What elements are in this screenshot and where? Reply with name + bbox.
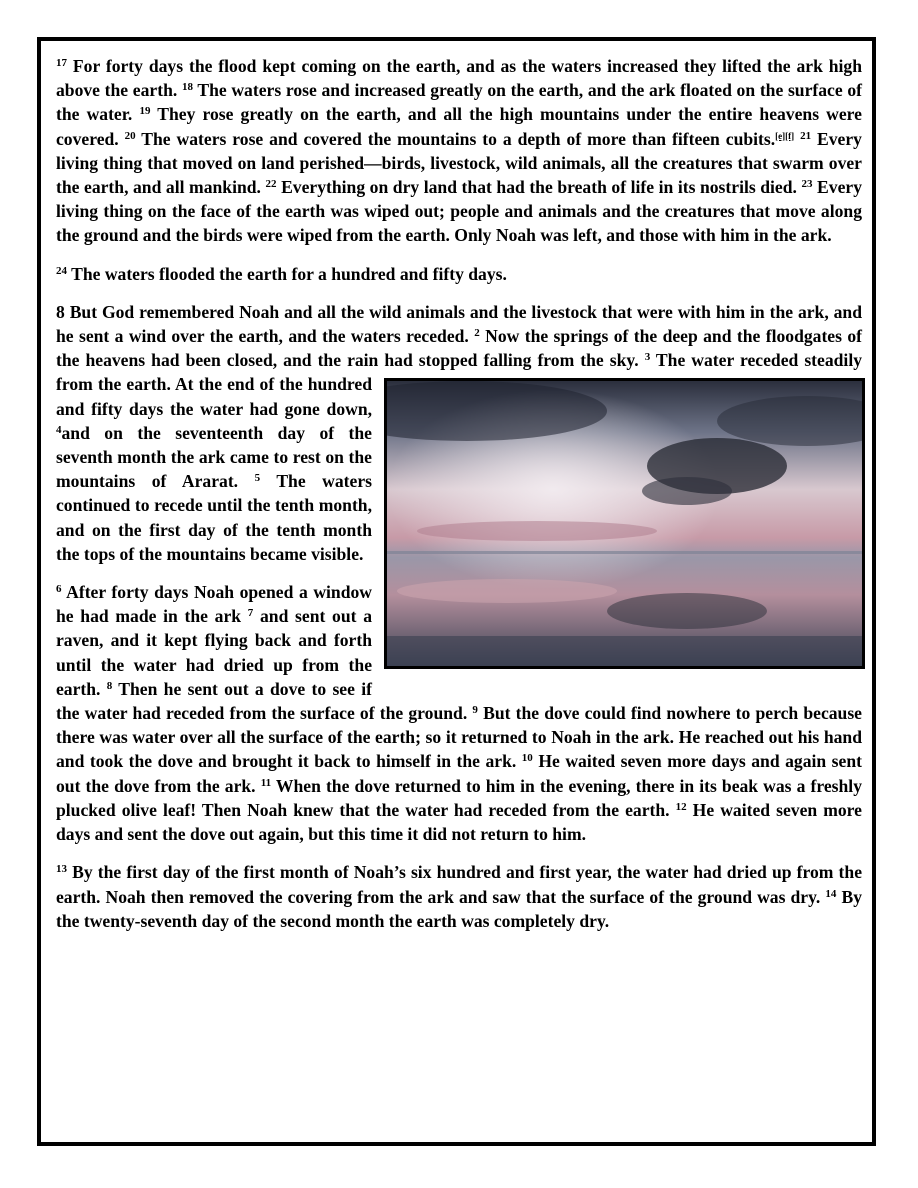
verse-number: 14	[825, 887, 837, 900]
flood-sky-image	[384, 378, 865, 669]
verse-number: 17	[56, 57, 67, 69]
verse-text: Now the springs of the deep and the floodgates of the heavens had been closed, and the rain had stopped falling from the sky.	[56, 326, 862, 371]
paragraph-genesis-7-17	[56, 54, 862, 248]
paragraph-genesis-8-13	[56, 860, 862, 933]
verse-number: 9	[472, 704, 478, 717]
verse-number: 18	[181, 81, 193, 94]
document-body	[56, 54, 862, 947]
verse-text: But the dove could find nowhere to perch because there was water over all the surface of the earth; so it returned to Noah in the ark. He reached out his hand and took the dove and brought it back to himself in the ark.	[56, 703, 862, 772]
verse-text: They rose greatly on the earth, and all the high mountains under the entire heavens were covered.	[56, 104, 862, 149]
verse-text: Every living thing on the face of the earth was wiped out; people and animals and the creatures that move along the ground and the birds were wiped from the earth. Only Noah was left, and those with him in the ark.	[56, 177, 862, 246]
verse-text: When the dove returned to him in the evening, there in its beak was a freshly plucked olive leaf! Then Noah knew that the water had receded from the earth.	[56, 775, 862, 820]
verse-text: By the first day of the first month of Noah’s six hundred and first year, the water had dried up from the earth. Noah then removed the covering from the ark and saw that the surface of the ground was dry.	[56, 862, 862, 907]
verse-number: 20	[124, 129, 136, 142]
paragraph-genesis-8-1	[56, 300, 862, 566]
footnote-link[interactable]: [e][f]	[775, 130, 795, 141]
verse-text: He waited seven more days and sent the dove out again, but this time it did not return to him.	[56, 799, 862, 845]
verse-number: 24	[56, 264, 67, 277]
verse-text: The waters continued to recede until the tenth month, and on the first day of the tenth month the tops of the mountains became visible.	[56, 471, 372, 564]
verse-number: 3	[644, 351, 651, 364]
verse-text: The waters rose and increased greatly on the earth, and the ark floated on the surface of the water.	[56, 80, 862, 125]
verse-number: 5	[254, 472, 261, 485]
verse-text: The waters rose and covered the mountains to a depth of more than fifteen cubits.	[141, 128, 776, 149]
verse-text: After forty days Noah opened a window he had made in the ark	[56, 582, 372, 627]
verse-text: But God remembered Noah and all the wild animals and the livestock that were with him in the ark, and he sent a wind over the earth, and the waters receded.	[56, 301, 862, 347]
flood-sky-illustration	[387, 381, 862, 666]
verse-number: 12	[675, 800, 687, 813]
verse-number: 2	[474, 327, 480, 340]
verse-text: and sent out a raven, and it kept flying back and forth until the water had dried up from the earth.	[56, 606, 373, 699]
verse-text: By the twenty-seventh day of the second month the earth was completely dry.	[56, 886, 862, 931]
paragraph-genesis-7-24	[56, 262, 862, 286]
verse-text: Then he sent out a dove to see if the water had receded from the surface of the ground.	[56, 678, 468, 724]
verse-number: 8	[106, 679, 113, 692]
verse-number: 21	[800, 129, 812, 142]
verse-text: Everything on dry land that had the breath of life in its nostrils died.	[281, 177, 797, 198]
verse-number: 23	[801, 178, 813, 191]
verse-number: 6	[56, 583, 62, 596]
verse-number: 22	[265, 178, 277, 191]
page-border	[37, 37, 876, 1146]
verse-text: The water receded steadily from the earth. At the end of the hundred and fifty days the water had gone down,	[56, 350, 862, 419]
verse-number: 11	[260, 776, 272, 789]
verse-text: He waited seven more days and again sent out the dove from the ark.	[56, 751, 862, 796]
verse-number: 4	[56, 423, 62, 436]
verse-number: 10	[521, 752, 533, 765]
verse-number: 7	[247, 607, 254, 620]
chapter-number: 8	[56, 301, 65, 322]
verse-text: For forty days the flood kept coming on the earth, and as the waters increased they lifted the ark high above the earth.	[56, 56, 863, 101]
verse-text: The waters flooded the earth for a hundred and fifty days.	[71, 263, 507, 284]
verse-number: 13	[56, 863, 67, 876]
verse-text: and on the seventeenth day of the seventh month the ark came to rest on the mountains of Ararat.	[56, 422, 372, 492]
verse-text: Every living thing that moved on land perished—birds, livestock, wild animals, all the creatures that swarm over the earth, and all mankind.	[56, 128, 862, 198]
verse-number: 19	[139, 105, 151, 118]
